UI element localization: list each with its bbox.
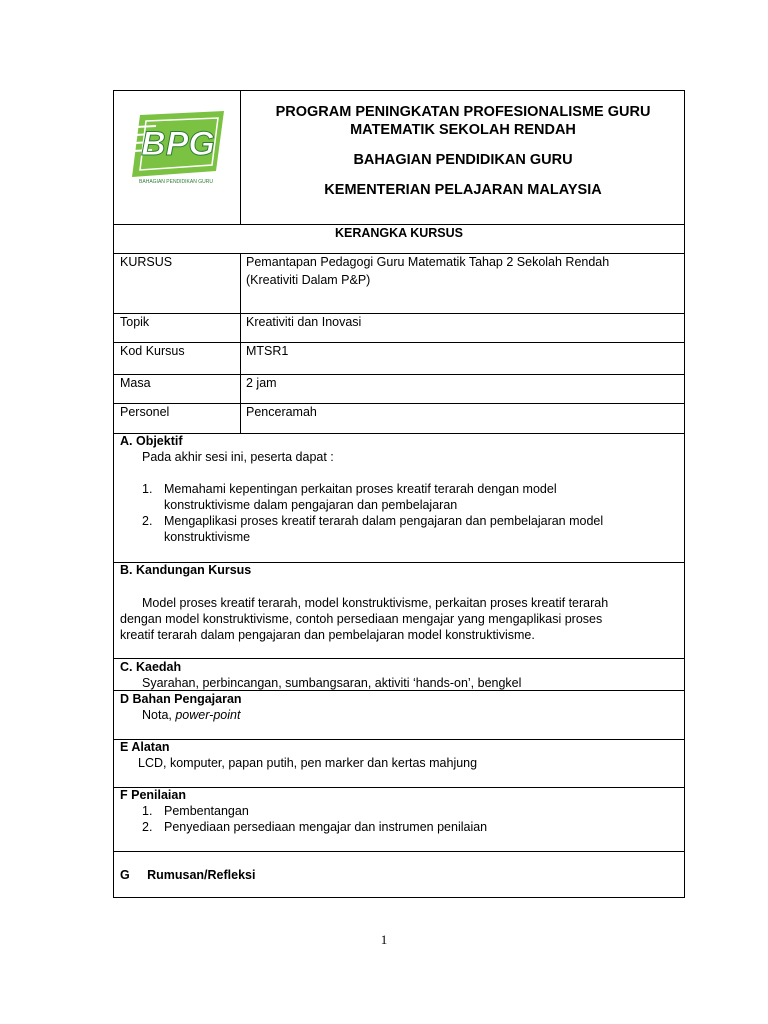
kaedah-text: Syarahan, perbincangan, sumbangsaran, aktiviti ‘hands-on’, bengkel xyxy=(142,676,522,690)
row-line xyxy=(114,433,684,434)
kandungan-line3: kreatif terarah dalam pengajaran dan pembelajaran model konstruktivisme. xyxy=(120,628,535,642)
objektif-item-2-line2: konstruktivisme xyxy=(164,530,251,544)
label-kursus: KURSUS xyxy=(120,255,173,269)
penilaian-item-1-text: Pembentangan xyxy=(164,804,249,818)
kaedah-heading: C. Kaedah xyxy=(120,660,182,674)
kandungan-heading: B. Kandungan Kursus xyxy=(120,563,252,577)
objektif-item-1-num: 1. xyxy=(142,482,153,496)
row-line xyxy=(114,403,684,404)
page-number: 1 xyxy=(380,932,388,947)
value-kursus-line2: (Kreativiti Dalam P&P) xyxy=(246,273,371,287)
penilaian-item-2-text: Penyediaan persediaan mengajar dan instrumen penilaian xyxy=(164,820,488,834)
header-divider xyxy=(240,91,241,224)
penilaian-item-1-num: 1. xyxy=(142,804,153,818)
logo-text: BPG xyxy=(141,125,215,163)
kandungan-line1: Model proses kreatif terarah, model konstruktivisme, perkaitan proses kreatif terarah xyxy=(142,596,609,610)
logo-caption: BAHAGIAN PENDIDIKAN GURU xyxy=(139,179,213,185)
bahan-heading: D Bahan Pengajaran xyxy=(120,692,242,706)
rumusan-heading: G Rumusan/Refleksi xyxy=(120,868,256,882)
alatan-heading: E Alatan xyxy=(120,740,170,754)
bahan-text xyxy=(142,707,240,723)
section-title: KERANGKA KURSUS xyxy=(334,226,463,240)
penilaian-item-2-num: 2. xyxy=(142,820,153,834)
objektif-item-2-line1: Mengaplikasi proses kreatif terarah dalam pengajaran dan pembelajaran model xyxy=(164,514,604,528)
objektif-item-1-line2: konstruktivisme dalam pengajaran dan pembelajaran xyxy=(164,498,458,512)
value-personel: Penceramah xyxy=(246,405,317,419)
label-kod-kursus: Kod Kursus xyxy=(120,344,185,358)
bahan-text-italic: power-point xyxy=(175,708,241,722)
bahan-text-plain: Nota, xyxy=(142,708,176,722)
value-kod-kursus: MTSR1 xyxy=(246,344,289,358)
label-personel: Personel xyxy=(120,405,170,419)
row-line xyxy=(114,658,684,659)
objektif-item-1-line1: Memahami kepentingan perkaitan proses kreatif terarah dengan model xyxy=(164,482,557,496)
value-topik: Kreativiti dan Inovasi xyxy=(246,315,362,329)
label-masa: Masa xyxy=(120,376,151,390)
label-topik: Topik xyxy=(120,315,150,329)
penilaian-heading: F Penilaian xyxy=(120,788,186,802)
row-line xyxy=(114,342,684,343)
objektif-heading: A. Objektif xyxy=(120,434,183,448)
row-line xyxy=(114,374,684,375)
objektif-item-2-num: 2. xyxy=(142,514,153,528)
course-framework-table xyxy=(113,90,685,898)
info-divider xyxy=(240,253,241,433)
kandungan-line2: dengan model konstruktivisme, contoh persediaan mengajar yang mengaplikasi proses xyxy=(120,612,603,626)
division-title: BAHAGIAN PENDIDIKAN GURU xyxy=(353,152,573,168)
row-line xyxy=(114,787,684,788)
ministry-title: KEMENTERIAN PELAJARAN MALAYSIA xyxy=(324,182,602,198)
bpg-logo-icon xyxy=(126,109,226,189)
value-masa: 2 jam xyxy=(246,376,277,390)
objektif-intro: Pada akhir sesi ini, peserta dapat : xyxy=(142,450,334,464)
bpg-logo xyxy=(126,109,226,189)
alatan-text: LCD, komputer, papan putih, pen marker dan kertas mahjung xyxy=(138,756,478,770)
value-kursus-line1: Pemantapan Pedagogi Guru Matematik Tahap 2 Sekolah Rendah xyxy=(246,255,610,269)
program-title-line1: PROGRAM PENINGKATAN PROFESIONALISME GURU xyxy=(275,104,651,120)
row-line xyxy=(114,739,684,740)
row-line xyxy=(114,313,684,314)
row-line xyxy=(114,851,684,852)
program-title-line2: MATEMATIK SEKOLAH RENDAH xyxy=(350,122,576,138)
